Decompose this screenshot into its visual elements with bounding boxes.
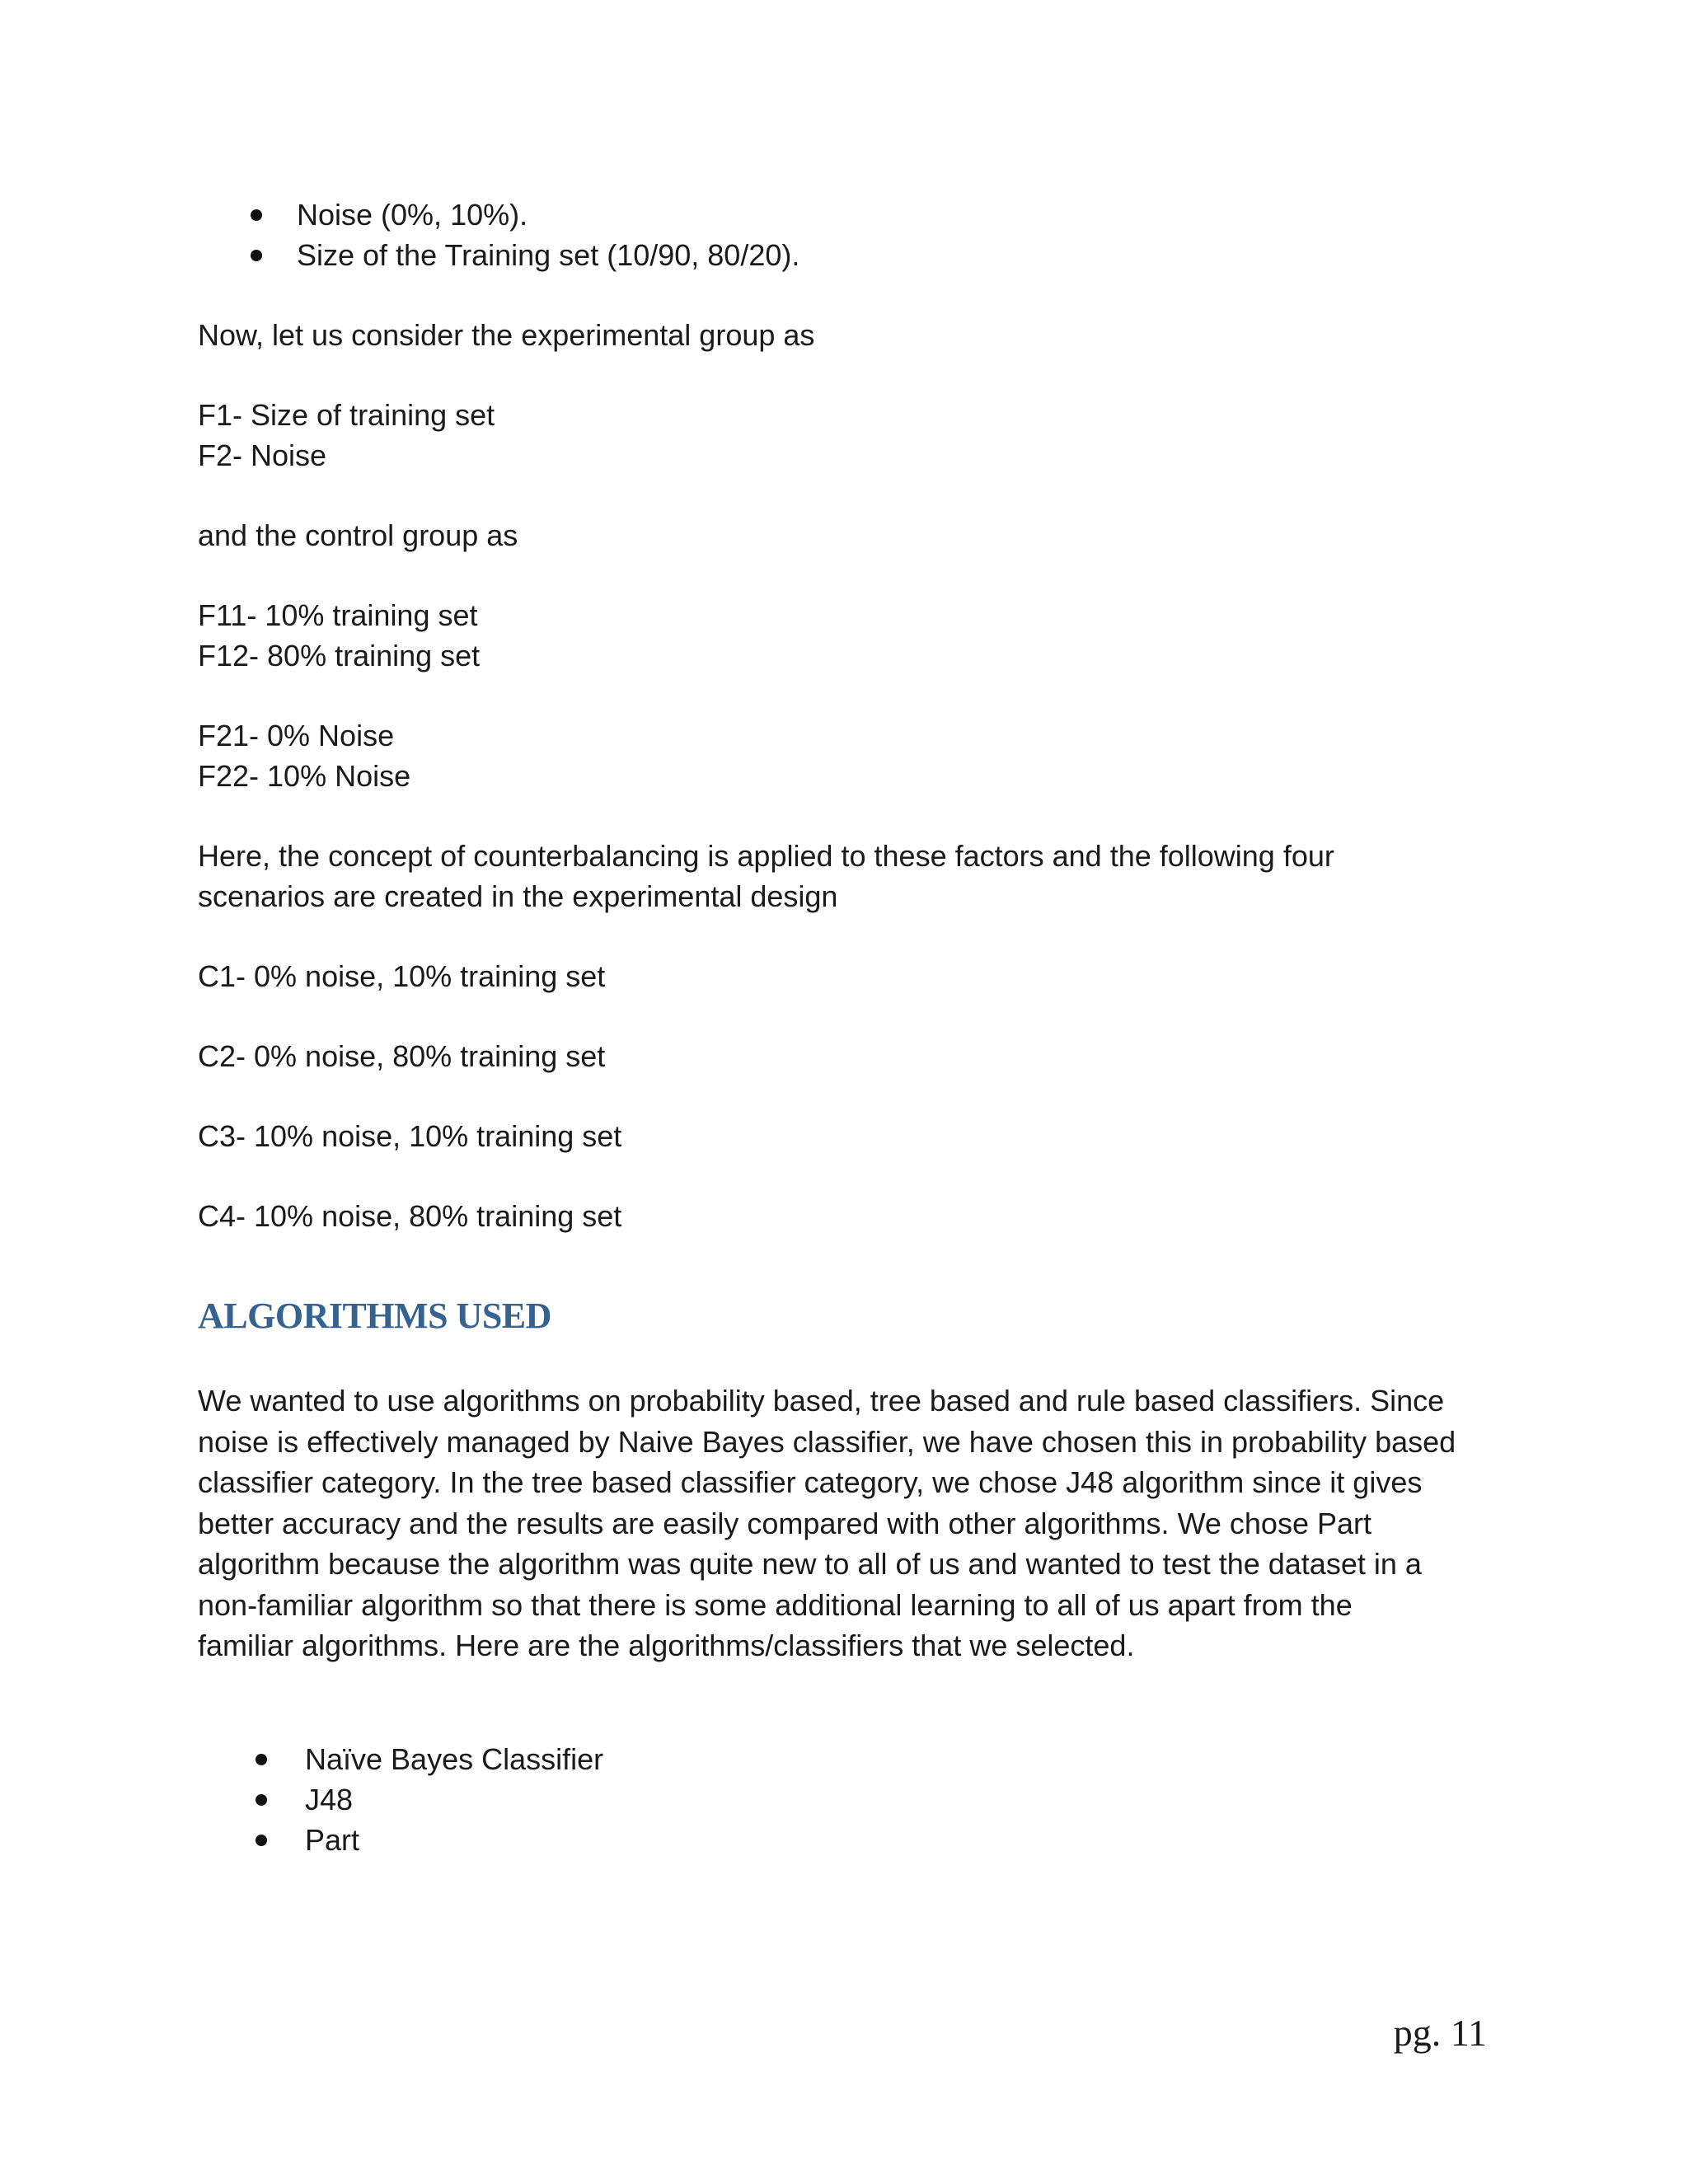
bullet-text: Part <box>305 1822 360 1857</box>
paragraph-line: algorithm because the algorithm was quite new to all of us and wanted to test the dataset in a <box>198 1547 1422 1581</box>
paragraph-line: noise is effectively managed by Naive Bayes classifier, we have chosen this in probability based <box>198 1424 1456 1459</box>
control-factor: F22- 10% Noise <box>198 759 411 793</box>
scenario-line: C4- 10% noise, 80% training set <box>198 1199 622 1233</box>
algorithm-bullet-list <box>198 1739 1500 1860</box>
list-item <box>198 1820 1500 1860</box>
bullet-text: J48 <box>305 1782 354 1816</box>
scenario-line: C3- 10% noise, 10% training set <box>198 1119 622 1153</box>
page-content <box>198 194 1500 1860</box>
list-item <box>198 194 1500 235</box>
scenario-line: C1- 0% noise, 10% training set <box>198 959 606 993</box>
paragraph-line: We wanted to use algorithms on probability based, tree based and rule based classifiers. Since <box>198 1384 1445 1418</box>
experimental-factor: F1- Size of training set <box>198 398 495 432</box>
bullet-icon <box>256 1754 267 1765</box>
bullet-icon <box>251 250 262 261</box>
control-factor: F21- 0% Noise <box>198 719 395 752</box>
intro-bullet-list <box>198 194 1500 275</box>
bullet-text: Noise (0%, 10%). <box>297 198 528 232</box>
list-item <box>198 235 1500 275</box>
experimental-factor: F2- Noise <box>198 438 327 472</box>
section-heading: ALGORITHMS USED <box>198 1296 551 1336</box>
paragraph-line: better accuracy and the results are easily compared with other algorithms. We chose Part <box>198 1506 1372 1540</box>
control-factor: F11- 10% training set <box>198 598 478 632</box>
list-item <box>198 1779 1500 1820</box>
bullet-icon <box>256 1835 267 1846</box>
page-number: pg. 11 <box>1393 2012 1487 2054</box>
counterbalancing-line: Here, the concept of counterbalancing is applied to these factors and the following four <box>198 839 1334 873</box>
bullet-icon <box>251 209 262 221</box>
paragraph-line: familiar algorithms. Here are the algorithms/classifiers that we selected. <box>198 1629 1135 1662</box>
bullet-text: Naïve Bayes Classifier <box>305 1741 604 1776</box>
control-factor: F12- 80% training set <box>198 639 481 673</box>
bullet-icon <box>256 1794 267 1806</box>
bullet-text: Size of the Training set (10/90, 80/20). <box>297 238 800 272</box>
experimental-intro: Now, let us consider the experimental group as <box>198 318 815 352</box>
control-intro: and the control group as <box>198 518 518 552</box>
scenario-line: C2- 0% noise, 80% training set <box>198 1039 606 1073</box>
counterbalancing-line: scenarios are created in the experimental design <box>198 879 838 913</box>
list-item <box>198 1739 1500 1779</box>
paragraph-line: non-familiar algorithm so that there is some additional learning to all of us apart from the <box>198 1587 1353 1622</box>
algorithms-paragraph <box>198 1380 1496 1666</box>
paragraph-line: classifier category. In the tree based classifier category, we chose J48 algorithm since it gives <box>198 1465 1423 1499</box>
